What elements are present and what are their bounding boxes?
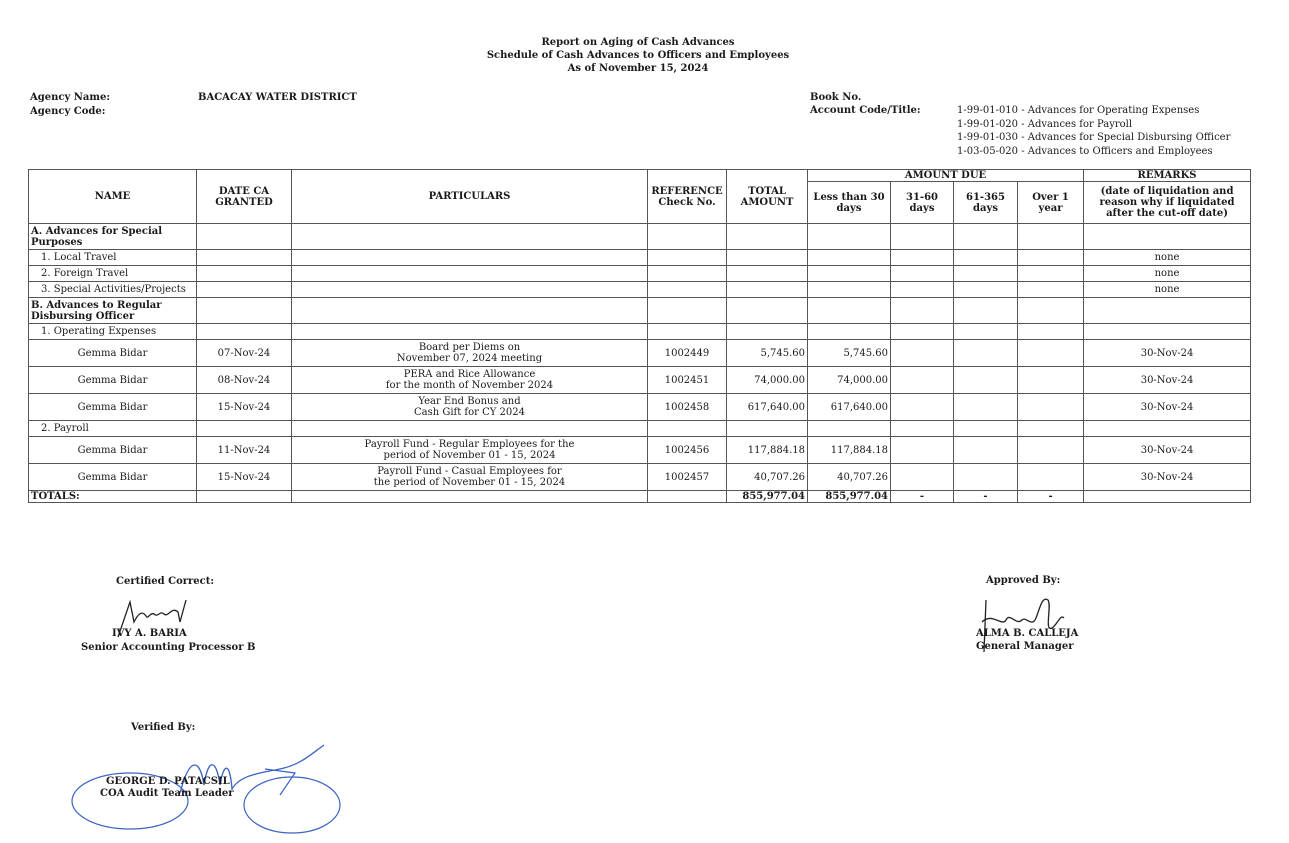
- row-ref: 1002449: [648, 340, 727, 367]
- row-remarks: none: [1084, 266, 1251, 282]
- particulars-line: the period of November 01 - 15, 2024: [373, 477, 566, 488]
- totals-61-365: -: [954, 491, 1018, 503]
- account-code-label: Account Code/Title:: [810, 105, 921, 116]
- report-date: As of November 15, 2024: [567, 63, 709, 74]
- col-header-remarks: REMARKS: [1084, 170, 1251, 182]
- totals-over1: -: [1018, 491, 1084, 503]
- row-lt30: 117,884.18: [808, 437, 891, 464]
- row-particulars: [292, 340, 648, 367]
- row-remarks: 30-Nov-24: [1084, 367, 1251, 394]
- row-particulars: [292, 367, 648, 394]
- section-a-label: A. Advances for Special Purposes: [29, 224, 197, 250]
- approved-name: ALMA B. CALLEJA: [976, 628, 1079, 639]
- row-remarks: none: [1084, 282, 1251, 298]
- row-name: Gemma Bidar: [29, 437, 197, 464]
- table-row: [29, 437, 1251, 464]
- row-ref: 1002451: [648, 367, 727, 394]
- report-title-block: [0, 36, 1276, 75]
- aging-table: [28, 169, 1251, 503]
- section-row: [29, 298, 1251, 324]
- subsection-row: [29, 421, 1251, 437]
- row-name: Gemma Bidar: [29, 340, 197, 367]
- col-header-reference: REFERENCE Check No.: [648, 170, 727, 224]
- report-title: Report on Aging of Cash Advances: [541, 37, 735, 48]
- row-date: 07-Nov-24: [197, 340, 292, 367]
- row-lt30: 617,640.00: [808, 394, 891, 421]
- col-header-amount-due: AMOUNT DUE: [808, 170, 1084, 182]
- row-name: Gemma Bidar: [29, 367, 197, 394]
- row-label: 3. Special Activities/Projects: [29, 282, 197, 298]
- section-b-label: B. Advances to Regular Disbursing Officer: [29, 298, 197, 324]
- particulars-line: PERA and Rice Allowance: [403, 369, 536, 380]
- account-item: 1-03-05-020 - Advances to Officers and Employees: [957, 146, 1213, 158]
- col-header-31-60: 31-60 days: [891, 182, 954, 224]
- particulars-line: November 07, 2024 meeting: [396, 353, 543, 364]
- row-particulars: [292, 394, 648, 421]
- table-row: [29, 250, 1251, 266]
- row-ref: 1002456: [648, 437, 727, 464]
- verified-title: COA Audit Team Leader: [100, 788, 234, 799]
- table-row: [29, 394, 1251, 421]
- account-item: 1-99-01-020 - Advances for Payroll: [957, 118, 1133, 130]
- row-date: 11-Nov-24: [197, 437, 292, 464]
- row-remarks: 30-Nov-24: [1084, 464, 1251, 491]
- row-lt30: 74,000.00: [808, 367, 891, 394]
- col-header-over1: Over 1 year: [1018, 182, 1084, 224]
- subsection-label: 2. Payroll: [29, 421, 197, 437]
- table-row: [29, 282, 1251, 298]
- row-total: 40,707.26: [727, 464, 808, 491]
- row-label: 2. Foreign Travel: [29, 266, 197, 282]
- row-ref: 1002457: [648, 464, 727, 491]
- particulars-line: Payroll Fund - Regular Employees for the: [364, 439, 575, 450]
- row-total: 117,884.18: [727, 437, 808, 464]
- row-remarks: 30-Nov-24: [1084, 340, 1251, 367]
- totals-31-60: -: [891, 491, 954, 503]
- row-particulars: [292, 437, 648, 464]
- certified-title: Senior Accounting Processor B: [81, 642, 256, 653]
- row-date: 08-Nov-24: [197, 367, 292, 394]
- verified-name: GEORGE D. PATACSIL: [106, 776, 230, 787]
- table-row: [29, 340, 1251, 367]
- row-remarks: 30-Nov-24: [1084, 437, 1251, 464]
- table-row: [29, 367, 1251, 394]
- account-list: [957, 104, 1230, 159]
- totals-total: 855,977.04: [727, 491, 808, 503]
- row-name: Gemma Bidar: [29, 394, 197, 421]
- agency-name-label: Agency Name:: [30, 92, 111, 103]
- particulars-line: period of November 01 - 15, 2024: [383, 450, 556, 461]
- subsection-label: 1. Operating Expenses: [29, 324, 197, 340]
- row-remarks: 30-Nov-24: [1084, 394, 1251, 421]
- particulars-line: Board per Diems on: [418, 342, 521, 353]
- certified-label: Certified Correct:: [116, 576, 215, 587]
- row-date: 15-Nov-24: [197, 394, 292, 421]
- row-particulars: [292, 464, 648, 491]
- row-label: 1. Local Travel: [29, 250, 197, 266]
- approved-label: Approved By:: [986, 575, 1061, 586]
- table-row: [29, 266, 1251, 282]
- row-total: 5,745.60: [727, 340, 808, 367]
- book-no-label: Book No.: [810, 92, 862, 103]
- approved-title: General Manager: [976, 641, 1074, 652]
- report-subtitle: Schedule of Cash Advances to Officers and Employees: [486, 50, 790, 61]
- agency-name-value: BACACAY WATER DISTRICT: [198, 92, 357, 103]
- col-header-name: NAME: [29, 170, 197, 224]
- totals-row: [29, 491, 1251, 503]
- totals-lt30: 855,977.04: [808, 491, 891, 503]
- particulars-line: for the month of November 2024: [385, 380, 554, 391]
- section-row: [29, 224, 1251, 250]
- account-item: 1-99-01-010 - Advances for Operating Expenses: [957, 105, 1200, 116]
- col-header-total: TOTAL AMOUNT: [727, 170, 808, 224]
- row-total: 74,000.00: [727, 367, 808, 394]
- table-row: [29, 464, 1251, 491]
- particulars-line: Cash Gift for CY 2024: [413, 407, 525, 418]
- row-lt30: 5,745.60: [808, 340, 891, 367]
- totals-label: TOTALS:: [29, 491, 197, 503]
- row-lt30: 40,707.26: [808, 464, 891, 491]
- verified-label: Verified By:: [131, 722, 196, 733]
- col-header-date: DATE CA GRANTED: [197, 170, 292, 224]
- col-header-remarks-sub: (date of liquidation and reason why if liquidated after the cut-off date): [1084, 182, 1251, 224]
- row-ref: 1002458: [648, 394, 727, 421]
- account-item: 1-99-01-030 - Advances for Special Disbursing Officer: [957, 132, 1231, 144]
- row-total: 617,640.00: [727, 394, 808, 421]
- row-remarks: none: [1084, 250, 1251, 266]
- particulars-line: Payroll Fund - Casual Employees for: [377, 466, 562, 477]
- certified-name: IVY A. BARIA: [112, 628, 187, 639]
- row-date: 15-Nov-24: [197, 464, 292, 491]
- particulars-line: Year End Bonus and: [418, 396, 521, 407]
- col-header-lt30: Less than 30 days: [808, 182, 891, 224]
- agency-code-label: Agency Code:: [30, 106, 106, 117]
- col-header-61-365: 61-365 days: [954, 182, 1018, 224]
- col-header-particulars: PARTICULARS: [292, 170, 648, 224]
- subsection-row: [29, 324, 1251, 340]
- row-name: Gemma Bidar: [29, 464, 197, 491]
